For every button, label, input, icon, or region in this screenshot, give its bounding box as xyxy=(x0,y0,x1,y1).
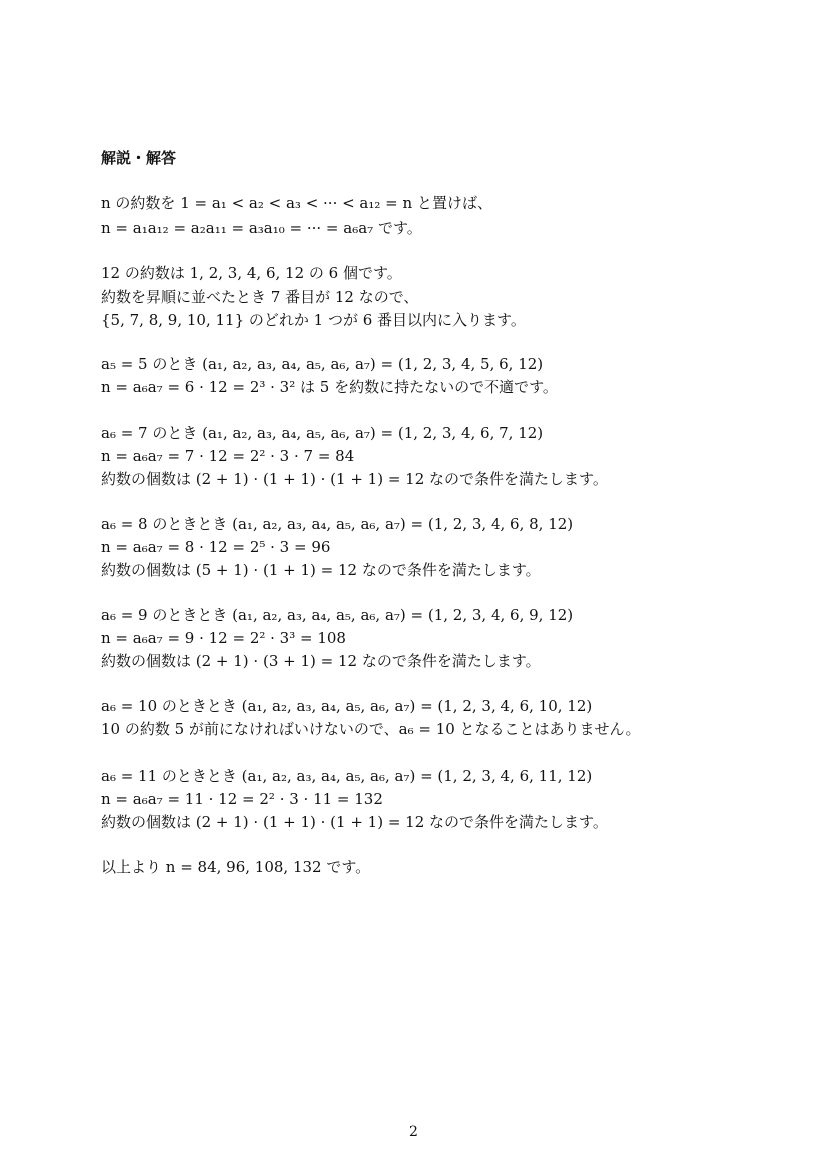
text-line: n = a₁a₁₂ = a₂a₁₁ = a₃a₁₀ = ··· = a₆a₇ です。 xyxy=(101,219,422,237)
text-line: a₅ = 5 のとき (a₁, a₂, a₃, a₄, a₅, a₆, a₇) = (1, 2, 3, 4, 5, 6, 12) xyxy=(101,355,544,373)
text-line: 10 の約数 5 が前になければいけないので、a₆ = 10 となることはありません。 xyxy=(101,720,641,738)
text-line: {5, 7, 8, 9, 10, 11} のどれか 1 つが 6 番目以内に入ります。 xyxy=(101,311,526,329)
text-line: 約数の個数は (2 + 1) · (3 + 1) = 12 なので条件を満たします。 xyxy=(101,652,541,670)
text-line: n = a₆a₇ = 6 · 12 = 2³ · 3² は 5 を約数に持たないので不適です。 xyxy=(101,378,558,396)
text-line: 約数の個数は (2 + 1) · (1 + 1) · (1 + 1) = 12 なので条件を満たします。 xyxy=(101,813,608,831)
text-line: 以上より n = 84, 96, 108, 132 です。 xyxy=(101,858,371,876)
text-line: n = a₆a₇ = 7 · 12 = 2² · 3 · 7 = 84 xyxy=(101,447,355,465)
text-line: 約数を昇順に並べたとき 7 番目が 12 なので、 xyxy=(101,288,419,306)
text-line: a₆ = 11 のときとき (a₁, a₂, a₃, a₄, a₅, a₆, a₇) = (1, 2, 3, 4, 6, 11, 12) xyxy=(101,767,593,785)
text-line: n = a₆a₇ = 8 · 12 = 2⁵ · 3 = 96 xyxy=(101,538,331,556)
text-line: 12 の約数は 1, 2, 3, 4, 6, 12 の 6 個です。 xyxy=(101,264,402,282)
text-line: a₆ = 9 のときとき (a₁, a₂, a₃, a₄, a₅, a₆, a₇) = (1, 2, 3, 4, 6, 9, 12) xyxy=(101,606,574,624)
text-line: n = a₆a₇ = 11 · 12 = 2² · 3 · 11 = 132 xyxy=(101,790,383,808)
text-line: a₆ = 8 のときとき (a₁, a₂, a₃, a₄, a₅, a₆, a₇) = (1, 2, 3, 4, 6, 8, 12) xyxy=(101,515,574,533)
text-line: a₆ = 7 のとき (a₁, a₂, a₃, a₄, a₅, a₆, a₇) = (1, 2, 3, 4, 6, 7, 12) xyxy=(101,424,544,442)
text-line: 約数の個数は (2 + 1) · (1 + 1) · (1 + 1) = 12 なので条件を満たします。 xyxy=(101,470,608,488)
text-line: a₆ = 10 のときとき (a₁, a₂, a₃, a₄, a₅, a₆, a₇) = (1, 2, 3, 4, 6, 10, 12) xyxy=(101,697,593,715)
text-line: n の約数を 1 = a₁ < a₂ < a₃ < ··· < a₁₂ = n と置けば、 xyxy=(101,194,492,212)
page-number: 2 xyxy=(409,1124,418,1140)
section-heading: 解説・解答 xyxy=(101,149,177,167)
text-line: 約数の個数は (5 + 1) · (1 + 1) = 12 なので条件を満たします。 xyxy=(101,561,541,579)
text-line: n = a₆a₇ = 9 · 12 = 2² · 3³ = 108 xyxy=(101,629,346,647)
